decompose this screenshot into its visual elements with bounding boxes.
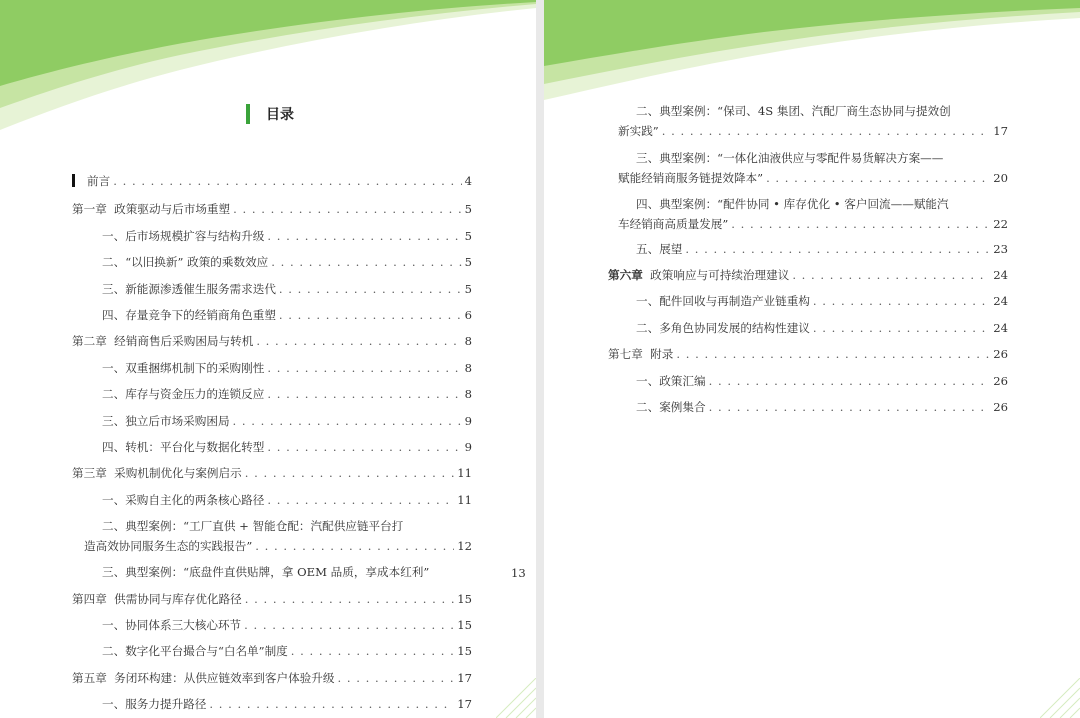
toc-entry-3-1[interactable]: 一、采购自主化的两条核心路径 . . . 11 <box>102 492 472 510</box>
toc-entry-3-2-line1[interactable]: 二、典型案例：“工厂直供 + 智能仓配：汽配供应链平台打 <box>102 519 404 533</box>
toc-entry-chapter-3[interactable]: 第三章 采购机制优化与案例启示 . . . 11 <box>72 465 472 483</box>
toc-entry-chapter-4[interactable]: 第四章 供需协同与库存优化路径 . . . 15 <box>72 591 472 609</box>
preface-marker <box>72 174 75 187</box>
toc-entry-2-1[interactable]: 一、双重捆绑机制下的采购刚性 . . . 8 <box>102 360 472 378</box>
toc-entry-chapter-5[interactable]: 第五章 务闭环构建：从供应链效率到客户体验升级 . . . 17 <box>72 670 472 688</box>
toc-entry-5-3[interactable]: 赋能经销商服务链提效降本” . . . 20 <box>618 170 1008 188</box>
toc-entry-4-2[interactable]: 二、数字化平台撮合与“白名单”制度 . . . 15 <box>102 643 472 661</box>
toc-entry-chapter-6[interactable]: 第六章 政策响应与可持续治理建议 . . . 24 <box>608 267 1008 285</box>
toc-entry-5-3-line1[interactable]: 三、典型案例：“一体化油液供应与零配件易货解决方案—— <box>636 151 944 165</box>
toc-entry-1-1[interactable]: 一、后市场规模扩容与结构升级 . . . 5 <box>102 228 472 246</box>
toc-entry-5-4-line1[interactable]: 四、典型案例：“配件协同 • 库存优化 • 客户回流——赋能汽 <box>636 197 949 211</box>
toc-entry-chapter-1[interactable]: 第一章 政策驱动与后市场重塑 . . . 5 <box>72 201 472 219</box>
toc-right <box>544 0 1080 718</box>
toc-entry-3-3[interactable]: 三、典型案例：“底盘件直供贴牌，拿 OEM 品质，享成本红利” <box>102 565 430 579</box>
toc-entry-7-1[interactable]: 一、政策汇编 . . . 26 <box>636 373 1008 391</box>
left-page <box>0 0 536 718</box>
toc-entry-3-2[interactable]: 造高效协同服务生态的实践报告” . . . 12 <box>84 538 472 556</box>
toc-entry-chapter-2[interactable]: 第二章 经销商售后采购困局与转机 . . . 8 <box>72 333 472 351</box>
toc-entry-5-2[interactable]: 新实践” . . . 17 <box>618 123 1008 141</box>
toc-entry-2-4[interactable]: 四、转机：平台化与数据化转型 . . . 9 <box>102 439 472 457</box>
toc-entry-1-3[interactable]: 三、新能源渗透催生服务需求迭代 . . . 5 <box>102 281 472 299</box>
toc-entry-7-2[interactable]: 二、案例集合 . . . 26 <box>636 399 1008 417</box>
toc-entry-chapter-7[interactable]: 第七章 附录 . . . 26 <box>608 346 1008 364</box>
toc-entry-2-3[interactable]: 三、独立后市场采购困局 . . . 9 <box>102 413 472 431</box>
toc-entry-3-3-page: 13 <box>511 566 526 580</box>
toc-entry-preface[interactable]: 前言 . . . 4 <box>72 173 472 191</box>
toc-entry-6-2[interactable]: 二、多角色协同发展的结构性建议 . . . 24 <box>636 320 1008 338</box>
toc-entry-4-1[interactable]: 一、协同体系三大核心环节 . . . 15 <box>102 617 472 635</box>
toc-entry-6-1[interactable]: 一、配件回收与再制造产业链重构 . . . 24 <box>636 293 1008 311</box>
toc-entry-2-2[interactable]: 二、库存与资金压力的连锁反应 . . . 8 <box>102 386 472 404</box>
toc-entry-5-1[interactable]: 一、服务力提升路径 . . . 17 <box>102 696 472 714</box>
toc-title: 目录 <box>266 107 294 123</box>
toc-entry-1-2[interactable]: 二、“以旧换新” 政策的乘数效应 . . . 5 <box>102 254 472 272</box>
toc-entry-5-5[interactable]: 五、展望 . . . 23 <box>636 241 1008 259</box>
toc-entry-5-4[interactable]: 车经销商高质量发展” . . . 22 <box>618 216 1008 234</box>
toc-left <box>0 0 536 718</box>
toc-entry-5-2-line1[interactable]: 二、典型案例：“保司、4S 集团、汽配厂商生态协同与提效创 <box>636 104 951 118</box>
right-page <box>544 0 1080 718</box>
toc-entry-1-4[interactable]: 四、存量竞争下的经销商角色重塑 . . . 6 <box>102 307 472 325</box>
